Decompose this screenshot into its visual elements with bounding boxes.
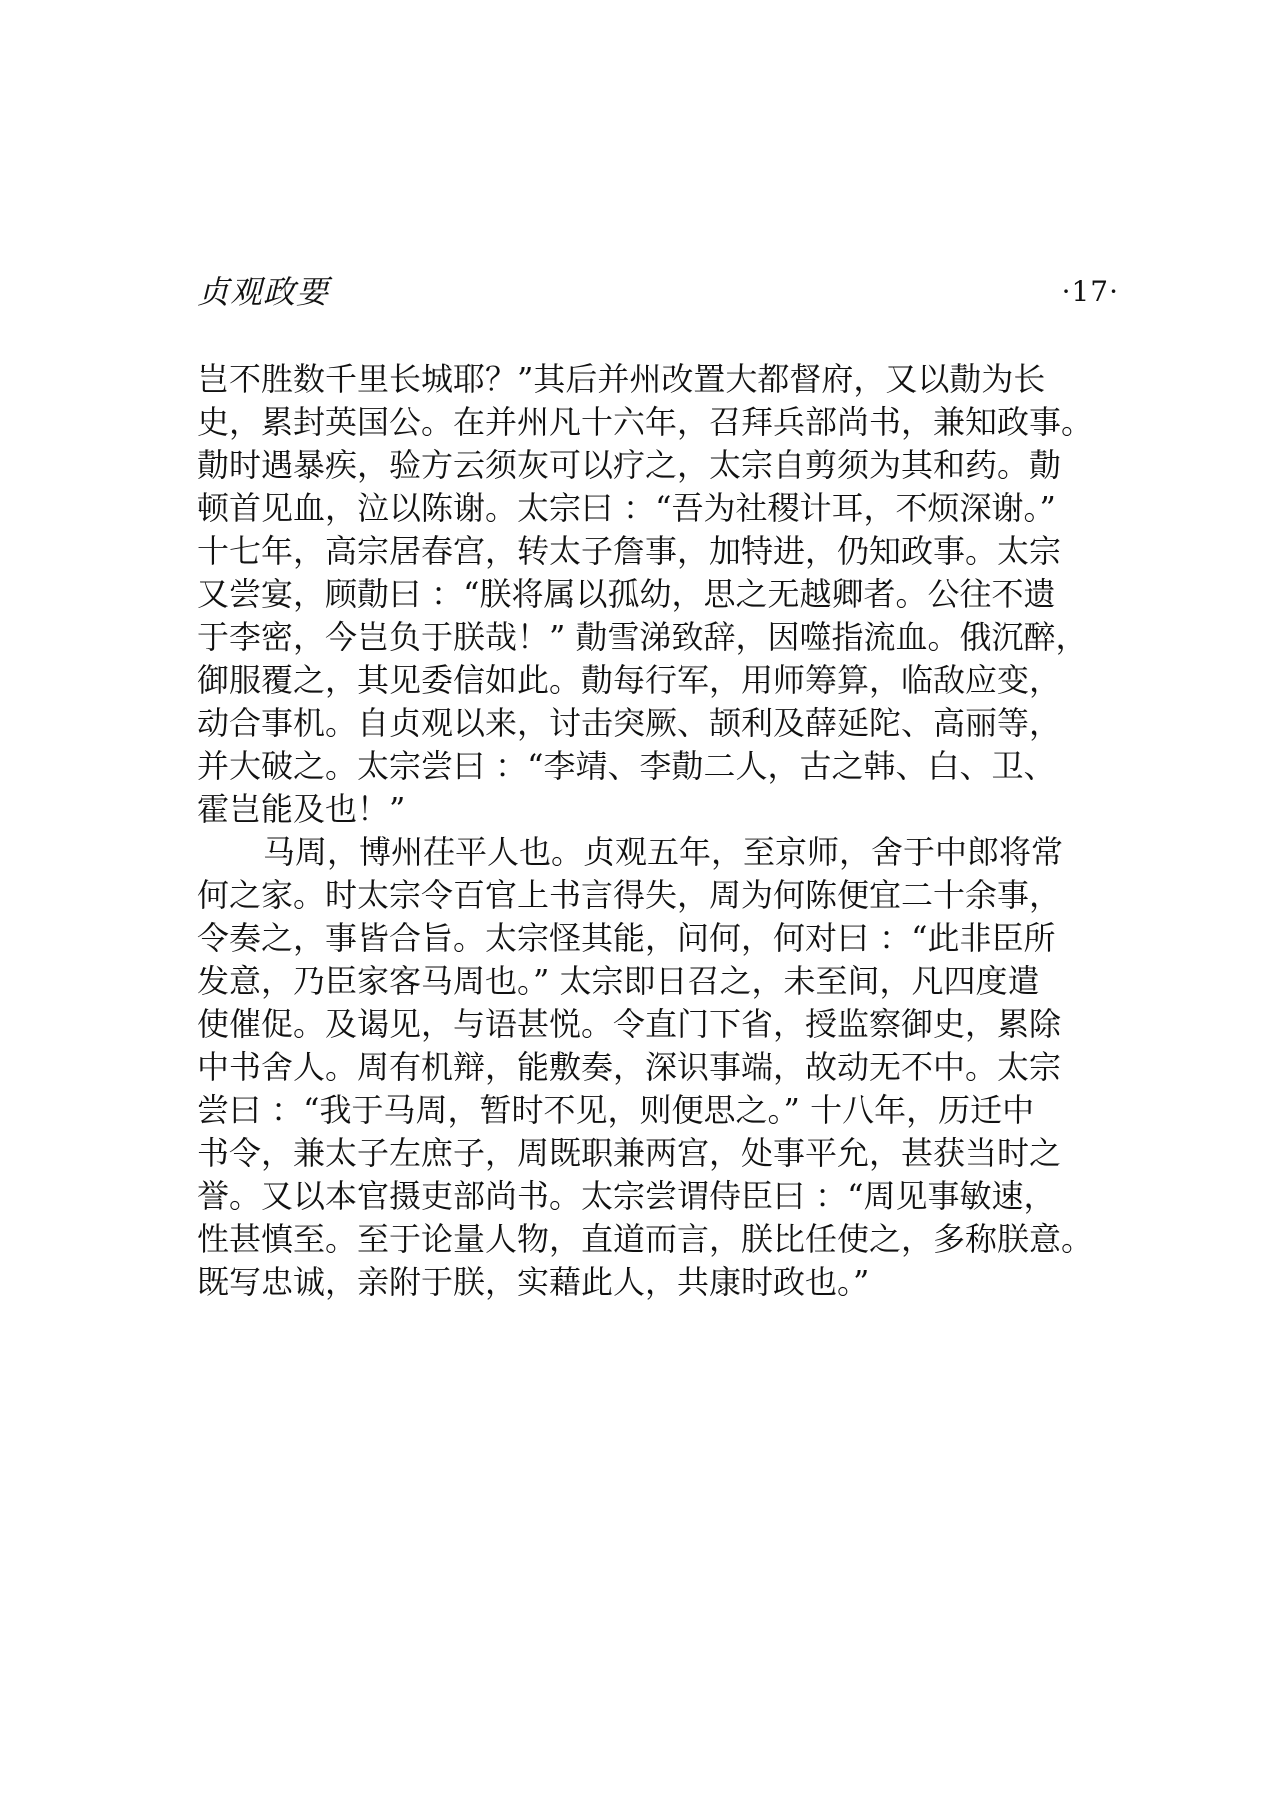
- text-line: 动合事机。自贞观以来，讨击突厥、颉利及薛延陀、高丽等，: [197, 704, 1062, 742]
- text-line: 岂不胜数千里长城耶？”其后并州改置大都督府，又以勣为长: [197, 360, 1046, 398]
- text-line: 勣时遇暴疾，验方云须灰可以疗之，太宗自剪须为其和药。勣: [197, 446, 1062, 484]
- paragraph-start-line: 马周，博州茌平人也。贞观五年，至京师，舍于中郎将常: [263, 833, 1064, 871]
- text-line: 尝曰 ：“我于马周，暂时不见，则便思之。” 十八年，历迁中: [197, 1091, 1035, 1129]
- book-title: 贞观政要: [197, 273, 330, 311]
- text-line: 顿首见血，泣以陈谢。太宗曰 ：“吾为社稷计耳，不烦深谢。”: [197, 489, 1056, 527]
- page-number: ·17·: [1061, 275, 1119, 308]
- text-line: 书令，兼太子左庶子，周既职兼两宫，处事平允，甚获当时之: [197, 1134, 1062, 1172]
- page-header: [197, 270, 1119, 314]
- text-line: 并大破之。太宗尝曰 ：“李靖、李勣二人，古之韩、白、卫、: [197, 747, 1056, 785]
- text-line: 御服覆之，其见委信如此。勣每行军，用师筹算，临敌应变，: [197, 661, 1062, 699]
- text-line: 霍岂能及也！”: [197, 790, 406, 828]
- text-line: 令奏之，事皆合旨。太宗怪其能，问何，何对曰 ：“此非臣所: [197, 919, 1056, 957]
- body-text: [197, 358, 1127, 1304]
- text-line: 又尝宴，顾勣曰 ：“朕将属以孤幼，思之无越卿者。公往不遗: [197, 575, 1056, 613]
- text-line: 使催促。及谒见，与语甚悦。令直门下省，授监察御史，累除: [197, 1005, 1062, 1043]
- text-line: 誉。又以本官摄吏部尚书。太宗尝谓侍臣曰 ：“周见事敏速，: [197, 1177, 1056, 1215]
- text-line: 何之家。时太宗令百官上书言得失，周为何陈便宜二十余事，: [197, 876, 1062, 914]
- text-line: 十七年，高宗居春宫，转太子詹事，加特进，仍知政事。太宗: [197, 532, 1062, 570]
- text-line: 既写忠诚，亲附于朕，实藉此人，共康时政也。”: [197, 1263, 870, 1301]
- text-line: 史，累封英国公。在并州凡十六年，召拜兵部尚书，兼知政事。: [197, 403, 1094, 441]
- text-line: 于李密，今岂负于朕哉！” 勣雪涕致辞，因噬指流血。俄沉醉，: [197, 618, 1088, 656]
- text-line: 发意，乃臣家客马周也。” 太宗即日召之，未至间，凡四度遣: [197, 962, 1040, 1000]
- text-line: 性甚慎至。至于论量人物，直道而言，朕比任使之，多称朕意。: [197, 1220, 1094, 1258]
- text-line: 中书舍人。周有机辩，能敷奏，深识事端，故动无不中。太宗: [197, 1048, 1062, 1086]
